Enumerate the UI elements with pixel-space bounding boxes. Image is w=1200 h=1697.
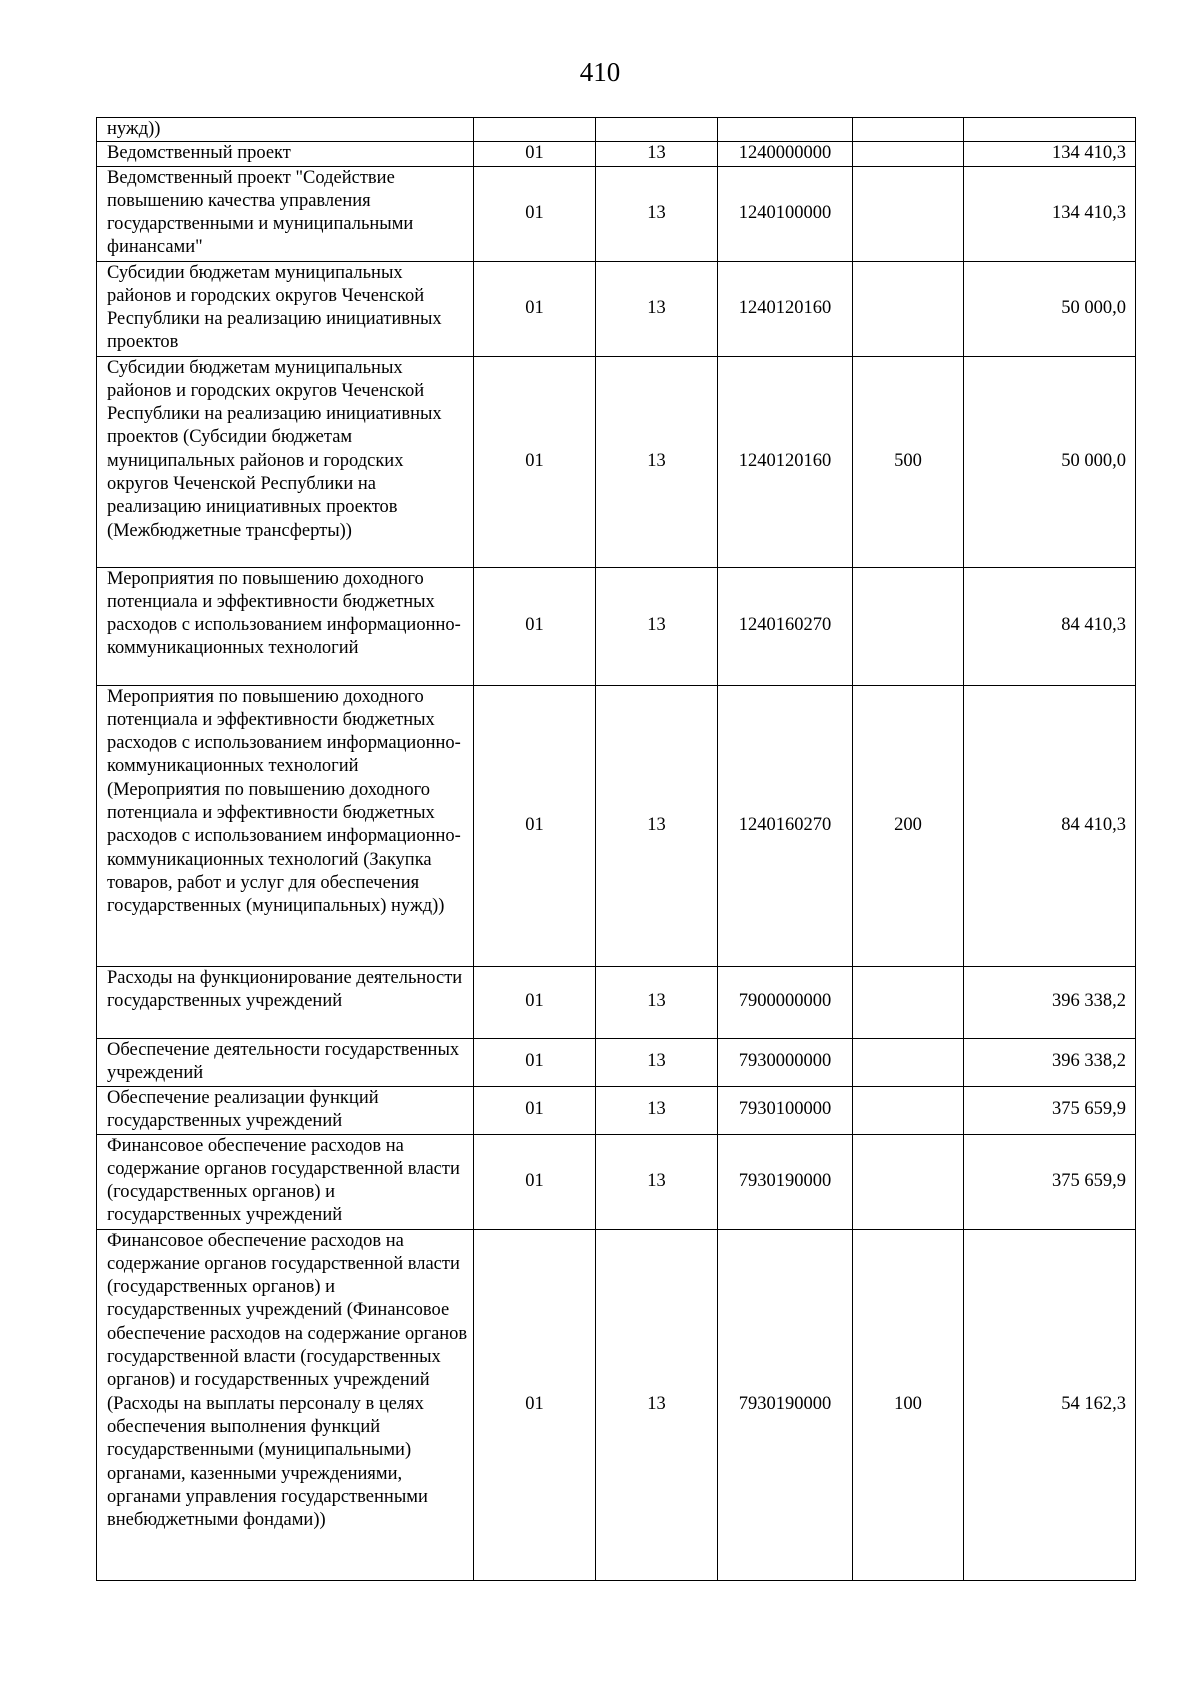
row-section: 01	[474, 1229, 596, 1580]
row-subsection: 13	[596, 1134, 718, 1229]
budget-table	[96, 117, 1136, 1581]
row-amount: 84 410,3	[964, 685, 1136, 966]
row-section: 01	[474, 567, 596, 685]
row-name: Ведомственный проект "Содействие повышению качества управления государственными и муниципальными финансами"	[97, 166, 474, 261]
row-section: 01	[474, 1086, 596, 1134]
row-expense-type	[853, 567, 964, 685]
row-name: Субсидии бюджетам муниципальных районов и городских округов Чеченской Республики на реализацию инициативных проектов	[97, 261, 474, 356]
row-target-code: 7930000000	[718, 1038, 853, 1086]
row-section: 01	[474, 1134, 596, 1229]
row-subsection: 13	[596, 1038, 718, 1086]
page-number: 410	[579, 57, 621, 87]
table-row	[97, 966, 1136, 1038]
row-name: Мероприятия по повышению доходного потенциала и эффективности бюджетных расходов с использованием информационно-коммуникационных технологий	[97, 567, 474, 685]
row-subsection: 13	[596, 567, 718, 685]
row-name: Ведомственный проект	[97, 142, 474, 166]
row-section: 01	[474, 356, 596, 567]
row-amount: 84 410,3	[964, 567, 1136, 685]
table-row	[97, 567, 1136, 685]
row-expense-type: 200	[853, 685, 964, 966]
row-section: 01	[474, 261, 596, 356]
row-amount: 375 659,9	[964, 1086, 1136, 1134]
row-expense-type	[853, 118, 964, 142]
table-row	[97, 356, 1136, 567]
row-amount: 375 659,9	[964, 1134, 1136, 1229]
row-section: 01	[474, 142, 596, 166]
row-section: 01	[474, 166, 596, 261]
row-target-code: 1240120160	[718, 261, 853, 356]
row-target-code: 1240100000	[718, 166, 853, 261]
row-expense-type	[853, 142, 964, 166]
row-expense-type	[853, 966, 964, 1038]
budget-table-body	[97, 118, 1136, 1581]
row-name: Обеспечение деятельности государственных учреждений	[97, 1038, 474, 1086]
row-target-code: 1240160270	[718, 685, 853, 966]
row-amount	[964, 118, 1136, 142]
row-subsection: 13	[596, 1086, 718, 1134]
row-amount: 50 000,0	[964, 356, 1136, 567]
row-target-code: 1240160270	[718, 567, 853, 685]
row-name: Мероприятия по повышению доходного потенциала и эффективности бюджетных расходов с использованием информационно-коммуникационных технологий (Мероприятия по повышению доходного потенциала и эффективности бюджетных расходов с использованием информационно-коммуникационных технологий (Закупка товаров, работ и услуг для обеспечения государственных (муниципальных) нужд))	[97, 685, 474, 966]
table-row	[97, 142, 1136, 166]
row-expense-type	[853, 261, 964, 356]
row-target-code: 1240120160	[718, 356, 853, 567]
row-target-code: 7930190000	[718, 1229, 853, 1580]
row-amount: 396 338,2	[964, 1038, 1136, 1086]
row-target-code	[718, 118, 853, 142]
row-target-code: 7930190000	[718, 1134, 853, 1229]
row-expense-type	[853, 1038, 964, 1086]
table-row	[97, 118, 1136, 142]
row-name: Субсидии бюджетам муниципальных районов и городских округов Чеченской Республики на реализацию инициативных проектов (Субсидии бюджетам муниципальных районов и городских округов Чеченской Республики на реализацию инициативных проектов (Межбюджетные трансферты))	[97, 356, 474, 567]
row-amount: 396 338,2	[964, 966, 1136, 1038]
row-expense-type	[853, 1086, 964, 1134]
row-name: Обеспечение реализации функций государственных учреждений	[97, 1086, 474, 1134]
row-section	[474, 118, 596, 142]
row-subsection	[596, 118, 718, 142]
row-expense-type: 100	[853, 1229, 964, 1580]
row-name: нужд))	[97, 118, 474, 142]
table-row	[97, 166, 1136, 261]
row-subsection: 13	[596, 1229, 718, 1580]
row-name: Финансовое обеспечение расходов на содержание органов государственной власти (государственных органов) и государственных учреждений	[97, 1134, 474, 1229]
row-subsection: 13	[596, 966, 718, 1038]
row-expense-type	[853, 1134, 964, 1229]
row-subsection: 13	[596, 166, 718, 261]
row-name: Расходы на функционирование деятельности государственных учреждений	[97, 966, 474, 1038]
row-section: 01	[474, 685, 596, 966]
row-target-code: 7930100000	[718, 1086, 853, 1134]
row-section: 01	[474, 1038, 596, 1086]
table-row	[97, 1229, 1136, 1580]
table-row	[97, 261, 1136, 356]
row-subsection: 13	[596, 685, 718, 966]
table-row	[97, 1038, 1136, 1086]
row-amount: 134 410,3	[964, 142, 1136, 166]
row-expense-type	[853, 166, 964, 261]
row-subsection: 13	[596, 356, 718, 567]
row-target-code: 7900000000	[718, 966, 853, 1038]
row-amount: 50 000,0	[964, 261, 1136, 356]
row-target-code: 1240000000	[718, 142, 853, 166]
row-amount: 134 410,3	[964, 166, 1136, 261]
table-row	[97, 1086, 1136, 1134]
table-row	[97, 685, 1136, 966]
table-row	[97, 1134, 1136, 1229]
row-expense-type: 500	[853, 356, 964, 567]
row-name: Финансовое обеспечение расходов на содержание органов государственной власти (государственных органов) и государственных учреждений (Финансовое обеспечение расходов на содержание органов государственной власти (государственных органов) и государственных учреждений (Расходы на выплаты персоналу в целях обеспечения выполнения функций государственными (муниципальными) органами, казенными учреждениями, органами управления государственными внебюджетными фондами))	[97, 1229, 474, 1580]
row-subsection: 13	[596, 261, 718, 356]
row-amount: 54 162,3	[964, 1229, 1136, 1580]
row-subsection: 13	[596, 142, 718, 166]
row-section: 01	[474, 966, 596, 1038]
